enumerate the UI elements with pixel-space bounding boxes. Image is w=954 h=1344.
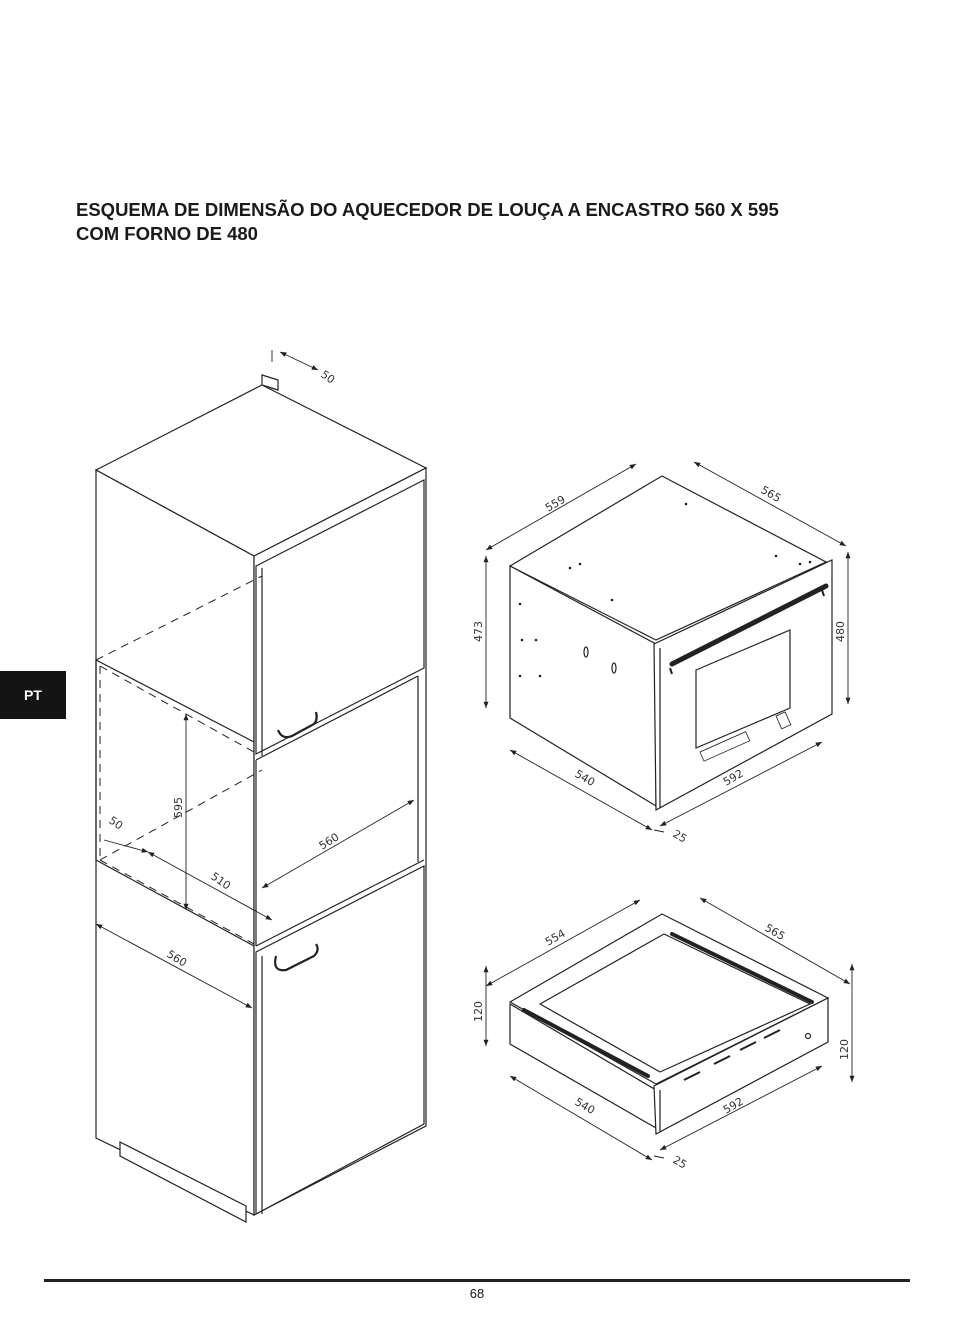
cabinet-niche-height-label: 595 — [172, 797, 185, 818]
oven-top-depth-label: 565 — [758, 483, 784, 506]
footer-rule — [44, 1279, 910, 1282]
title-line-2: COM FORNO DE 480 — [76, 223, 258, 244]
warming-drawer-drawing — [510, 914, 828, 1134]
oven-body-height-label: 473 — [472, 621, 485, 642]
drawer-body-width-label: 540 — [572, 1095, 598, 1118]
tall-cabinet-drawing — [96, 375, 426, 1222]
oven-drawing — [510, 476, 832, 810]
cabinet-niche-depth-label: 510 — [208, 869, 233, 893]
title-line-1: ESQUEMA DE DIMENSÃO DO AQUECEDOR DE LOUÇA A ENCASTRO 560 X 595 — [76, 199, 779, 220]
cabinet-width-label: 560 — [164, 947, 190, 970]
drawer-front-width-label: 592 — [721, 1094, 746, 1117]
page-number: 68 — [469, 1286, 485, 1301]
drawer-top-depth-label: 565 — [762, 921, 788, 944]
drawer-front-height-label: 120 — [838, 1039, 851, 1060]
oven-body-width-label: 540 — [572, 767, 598, 790]
language-tab: PT — [0, 671, 66, 719]
oven-front-height-label: 480 — [834, 621, 847, 642]
cabinet-side-offset-label: 50 — [106, 813, 126, 833]
drawer-front-thickness-label: 25 — [670, 1153, 690, 1172]
cabinet-top-offset-label: 50 — [318, 367, 338, 387]
cabinet-niche-width-label: 560 — [316, 830, 342, 853]
drawer-body-height-label: 120 — [472, 1001, 485, 1022]
oven-front-width-label: 592 — [721, 766, 746, 789]
drawer-top-width-label: 554 — [543, 926, 568, 949]
oven-front-thickness-label: 25 — [670, 827, 690, 846]
oven-top-width-label: 559 — [543, 492, 568, 515]
